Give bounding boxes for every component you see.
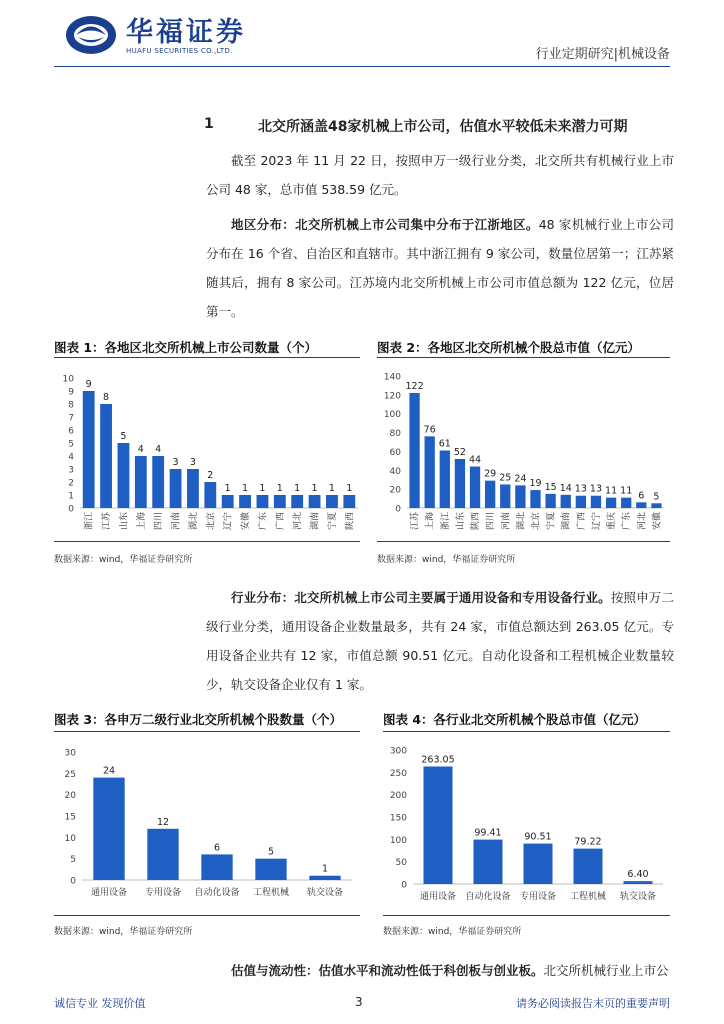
x-tick-label: 河南	[501, 512, 512, 531]
x-tick-label: 安徽	[652, 512, 663, 531]
x-tick-label: 北京	[531, 512, 542, 531]
bar-value-label: 52	[453, 446, 466, 458]
x-tick-label: 浙江	[84, 512, 95, 531]
bar	[424, 767, 453, 884]
bar-value-label: 13	[574, 483, 587, 495]
paragraph-region	[206, 210, 674, 326]
figure-1-source: 数据来源：wind，华福证券研究所	[54, 555, 193, 565]
bar	[118, 443, 130, 508]
x-tick-label: 轨交设备	[619, 892, 657, 902]
x-tick-label: 河南	[171, 512, 182, 531]
bar	[574, 849, 603, 884]
bar-value-label: 76	[423, 424, 436, 436]
x-tick-label: 自动化设备	[194, 888, 240, 898]
bar	[409, 393, 419, 508]
y-tick-label: 7	[68, 413, 74, 424]
x-tick-label: 广西	[275, 512, 286, 531]
bar-value-label: 61	[438, 438, 451, 450]
bar-value-label: 1	[242, 483, 249, 494]
figure-1-chart	[54, 362, 360, 540]
bar-value-label: 8	[103, 392, 110, 403]
bar	[500, 484, 510, 508]
paragraph-region-lead: 地区分布：北交所机械上市公司集中分布于江浙地区。	[231, 217, 539, 232]
x-tick-label: 江苏	[102, 512, 113, 531]
figure-4-chart	[383, 738, 670, 908]
bar	[485, 481, 495, 508]
x-tick-label: 山东	[455, 512, 466, 531]
x-tick-label: 北京	[206, 512, 217, 531]
x-tick-label: 陕西	[471, 512, 482, 531]
y-tick-label: 10	[62, 374, 74, 385]
x-tick-label: 安徽	[241, 512, 252, 531]
bar-value-label: 1	[328, 483, 335, 494]
bar-value-label: 12	[156, 816, 170, 828]
x-tick-label: 河北	[293, 512, 304, 531]
y-tick-label: 10	[64, 833, 76, 844]
y-tick-label: 0	[70, 876, 76, 887]
bar-value-label: 263.05	[421, 754, 455, 766]
bar-value-label: 19	[529, 478, 542, 490]
x-tick-label: 辽宁	[223, 512, 234, 531]
bar	[147, 829, 178, 880]
paragraph-summary-text: 截至 2023 年 11 月 22 日，按照申万一级行业分类，北交所共有机械行业上市公司 48 家，总市值 538.59 亿元。	[206, 153, 674, 197]
figure-1-title: 图表 1：各地区北交所机械上市公司数量（个）	[54, 340, 318, 355]
x-tick-label: 轨交设备	[306, 888, 344, 898]
bar-value-label: 6	[213, 842, 221, 854]
bar-value-label: 3	[189, 457, 196, 468]
bar	[309, 876, 340, 880]
y-tick-label: 140	[383, 372, 401, 383]
bar-value-label: 11	[620, 485, 633, 497]
report-type: 行业定期研究|机械设备	[535, 47, 670, 62]
brand-name-en: HUAFU SECURITIES CO.,LTD.	[126, 47, 233, 55]
y-tick-label: 20	[389, 485, 401, 496]
figure-1-rule	[54, 357, 360, 358]
x-tick-label: 广东	[622, 512, 633, 531]
bar-value-label: 9	[85, 379, 92, 390]
bar	[135, 456, 147, 508]
bar-value-label: 29	[484, 468, 497, 480]
x-tick-label: 工程机械	[252, 888, 290, 898]
bar-value-label: 1	[276, 483, 283, 494]
paragraph-industry-lead: 行业分布：北交所机械上市公司主要属于通用设备和专用设备行业。	[231, 590, 611, 605]
y-tick-label: 3	[68, 465, 74, 476]
x-tick-label: 自动化设备	[465, 892, 511, 902]
x-tick-label: 四川	[486, 512, 497, 531]
bar	[425, 436, 435, 508]
y-tick-label: 0	[395, 504, 401, 515]
header-divider	[54, 66, 670, 67]
paragraph-valuation-text: 北交所机械行业上市公	[543, 963, 669, 978]
bar	[343, 495, 355, 508]
figure-4-source: 数据来源：wind，华福证券研究所	[383, 927, 522, 937]
bar-value-label: 24	[102, 765, 116, 777]
bar	[545, 494, 555, 508]
y-tick-label: 5	[70, 855, 76, 866]
bar	[291, 495, 303, 508]
paragraph-valuation	[206, 956, 674, 985]
bar-value-label: 1	[346, 483, 353, 494]
figure-3-chart	[54, 738, 360, 908]
paragraph-industry	[206, 583, 674, 699]
x-tick-label: 辽宁	[591, 512, 602, 531]
bar-value-label: 79.22	[574, 836, 602, 848]
figure-4-rule	[383, 731, 670, 732]
bar	[576, 496, 586, 508]
x-tick-label: 通用设备	[90, 888, 128, 898]
bar-value-label: 5	[267, 846, 275, 858]
y-tick-label: 60	[389, 447, 401, 458]
figure-3-bottom-rule	[54, 915, 360, 916]
figure-2-title: 图表 2：各地区北交所机械个股总市值（亿元）	[377, 340, 641, 355]
bar	[455, 459, 465, 508]
x-tick-label: 四川	[154, 512, 165, 531]
x-tick-label: 浙江	[440, 512, 451, 531]
y-tick-label: 15	[64, 812, 76, 823]
x-tick-label: 陕西	[345, 512, 356, 531]
bar	[624, 881, 653, 884]
bar-value-label: 15	[544, 481, 557, 493]
y-tick-label: 300	[389, 746, 407, 757]
brand-name-cn: 华福证券	[126, 17, 246, 48]
bar-value-label: 1	[321, 863, 329, 875]
x-tick-label: 通用设备	[419, 892, 457, 902]
bar	[309, 495, 321, 508]
bar-value-label: 1	[294, 483, 301, 494]
x-tick-label: 上海	[425, 512, 436, 531]
y-tick-label: 100	[389, 835, 407, 846]
bar	[636, 502, 646, 508]
bar	[187, 469, 199, 508]
x-tick-label: 江苏	[410, 512, 421, 531]
figure-3-title: 图表 3：各申万二级行业北交所机械个股数量（个）	[54, 712, 343, 727]
bar	[561, 495, 571, 508]
y-tick-label: 30	[64, 748, 76, 759]
y-tick-label: 9	[68, 387, 74, 398]
page-number: 3	[355, 995, 363, 1009]
x-tick-label: 专用设备	[519, 892, 557, 902]
bar	[201, 854, 232, 880]
y-tick-label: 4	[68, 452, 74, 463]
bar-value-label: 99.41	[474, 827, 502, 839]
x-tick-label: 山东	[119, 512, 130, 531]
bar-value-label: 1	[311, 483, 318, 494]
figure-2-chart	[377, 362, 670, 540]
x-tick-label: 工程机械	[569, 892, 607, 902]
bar	[93, 778, 124, 880]
x-tick-label: 河北	[637, 512, 648, 531]
x-tick-label: 湖南	[310, 512, 321, 531]
y-tick-label: 50	[395, 858, 407, 869]
y-tick-label: 20	[64, 791, 76, 802]
y-tick-label: 6	[68, 426, 74, 437]
bar	[606, 498, 616, 508]
bar-value-label: 13	[589, 483, 603, 495]
figure-3-source: 数据来源：wind，华福证券研究所	[54, 927, 193, 937]
x-tick-label: 专用设备	[144, 888, 182, 898]
bar-value-label: 24	[514, 473, 527, 485]
y-tick-label: 5	[68, 439, 74, 450]
bar-value-label: 11	[605, 485, 618, 497]
x-tick-label: 广西	[576, 512, 587, 531]
bar	[152, 456, 164, 508]
bar-value-label: 3	[172, 457, 179, 468]
bar	[170, 469, 182, 508]
bar	[621, 498, 631, 508]
y-tick-label: 250	[389, 768, 407, 779]
x-tick-label: 湖北	[516, 512, 527, 531]
y-tick-label: 1	[68, 491, 74, 502]
y-tick-label: 80	[389, 429, 401, 440]
section-number: 1	[204, 116, 214, 132]
y-tick-label: 150	[389, 813, 407, 824]
bar-value-label: 6	[638, 490, 645, 502]
company-logo	[64, 14, 118, 56]
bar-value-label: 1	[224, 483, 231, 494]
bar	[326, 495, 338, 508]
paragraph-industry-text: 按照申万二级行业分类，通用设备企业数量最多，共有 24 家，市值总额达到 263.05 亿元。专用设备企业共有 12 家，市值总额 90.51 亿元。自动化设备和工程机械企业数量较少，轨交设备企业仅有 1 家。	[206, 590, 674, 692]
bar	[470, 467, 480, 508]
bar-value-label: 4	[155, 444, 162, 455]
bar	[651, 503, 661, 508]
section-title: 北交所涵盖48家机械上市公司，估值水平较低未来潜力可期	[258, 119, 628, 135]
y-tick-label: 100	[383, 410, 401, 421]
footer-disclaimer: 请务必阅读报告末页的重要声明	[516, 997, 670, 1010]
y-tick-label: 2	[68, 478, 74, 489]
paragraph-summary	[206, 146, 674, 204]
y-tick-label: 0	[68, 504, 74, 515]
bar-value-label: 44	[468, 454, 482, 466]
figure-2-rule	[377, 357, 670, 358]
bar	[530, 490, 540, 508]
figure-2-source: 数据来源：wind，华福证券研究所	[377, 555, 516, 565]
bar-value-label: 5	[120, 431, 127, 442]
bar	[515, 485, 525, 508]
bar	[222, 495, 234, 508]
y-tick-label: 120	[383, 391, 401, 402]
paragraph-region-text: 48 家机械行业上市公司分布在 16 个省、自治区和直辖市。其中浙江拥有 9 家公司，数量位居第一；江苏紧随其后，拥有 8 家公司。江苏境内北交所机械上市公司市值总额为 122 亿元，位居第一。	[206, 217, 674, 319]
bar	[524, 844, 553, 884]
bar	[255, 859, 286, 880]
bar	[100, 404, 112, 508]
x-tick-label: 广东	[258, 512, 269, 531]
figure-4-bottom-rule	[383, 915, 670, 916]
x-tick-label: 重庆	[607, 512, 618, 531]
paragraph-valuation-lead: 估值与流动性：估值水平和流动性低于科创板与创业板。	[231, 963, 544, 978]
figure-4-title: 图表 4：各行业北交所机械个股总市值（亿元）	[383, 712, 647, 727]
y-tick-label: 8	[68, 400, 74, 411]
y-tick-label: 25	[64, 769, 76, 780]
figure-3-rule	[54, 731, 360, 732]
x-tick-label: 上海	[136, 512, 147, 531]
bar	[83, 391, 95, 508]
bar-value-label: 2	[207, 470, 214, 481]
bar-value-label: 90.51	[524, 831, 552, 843]
bar	[274, 495, 286, 508]
bar	[204, 482, 216, 508]
figure-1-bottom-rule	[54, 541, 360, 542]
bar-value-label: 1	[259, 483, 266, 494]
bar	[474, 840, 503, 884]
x-tick-label: 宁夏	[327, 512, 338, 531]
y-tick-label: 200	[389, 791, 407, 802]
bar	[591, 496, 601, 508]
y-tick-label: 0	[401, 880, 407, 891]
figure-2-bottom-rule	[377, 541, 670, 542]
bar-value-label: 4	[137, 444, 144, 455]
bar-value-label: 25	[499, 472, 512, 484]
bar-value-label: 5	[653, 491, 660, 503]
y-tick-label: 40	[389, 466, 401, 477]
x-tick-label: 湖南	[561, 512, 572, 531]
bar	[257, 495, 269, 508]
x-tick-label: 宁夏	[546, 512, 557, 531]
footer-slogan: 诚信专业 发现价值	[54, 997, 146, 1010]
bar-value-label: 14	[559, 482, 572, 494]
x-tick-label: 湖北	[188, 512, 199, 531]
bar	[440, 450, 450, 508]
bar-value-label: 122	[405, 380, 424, 392]
bar-value-label: 6.40	[627, 869, 649, 881]
bar	[239, 495, 251, 508]
